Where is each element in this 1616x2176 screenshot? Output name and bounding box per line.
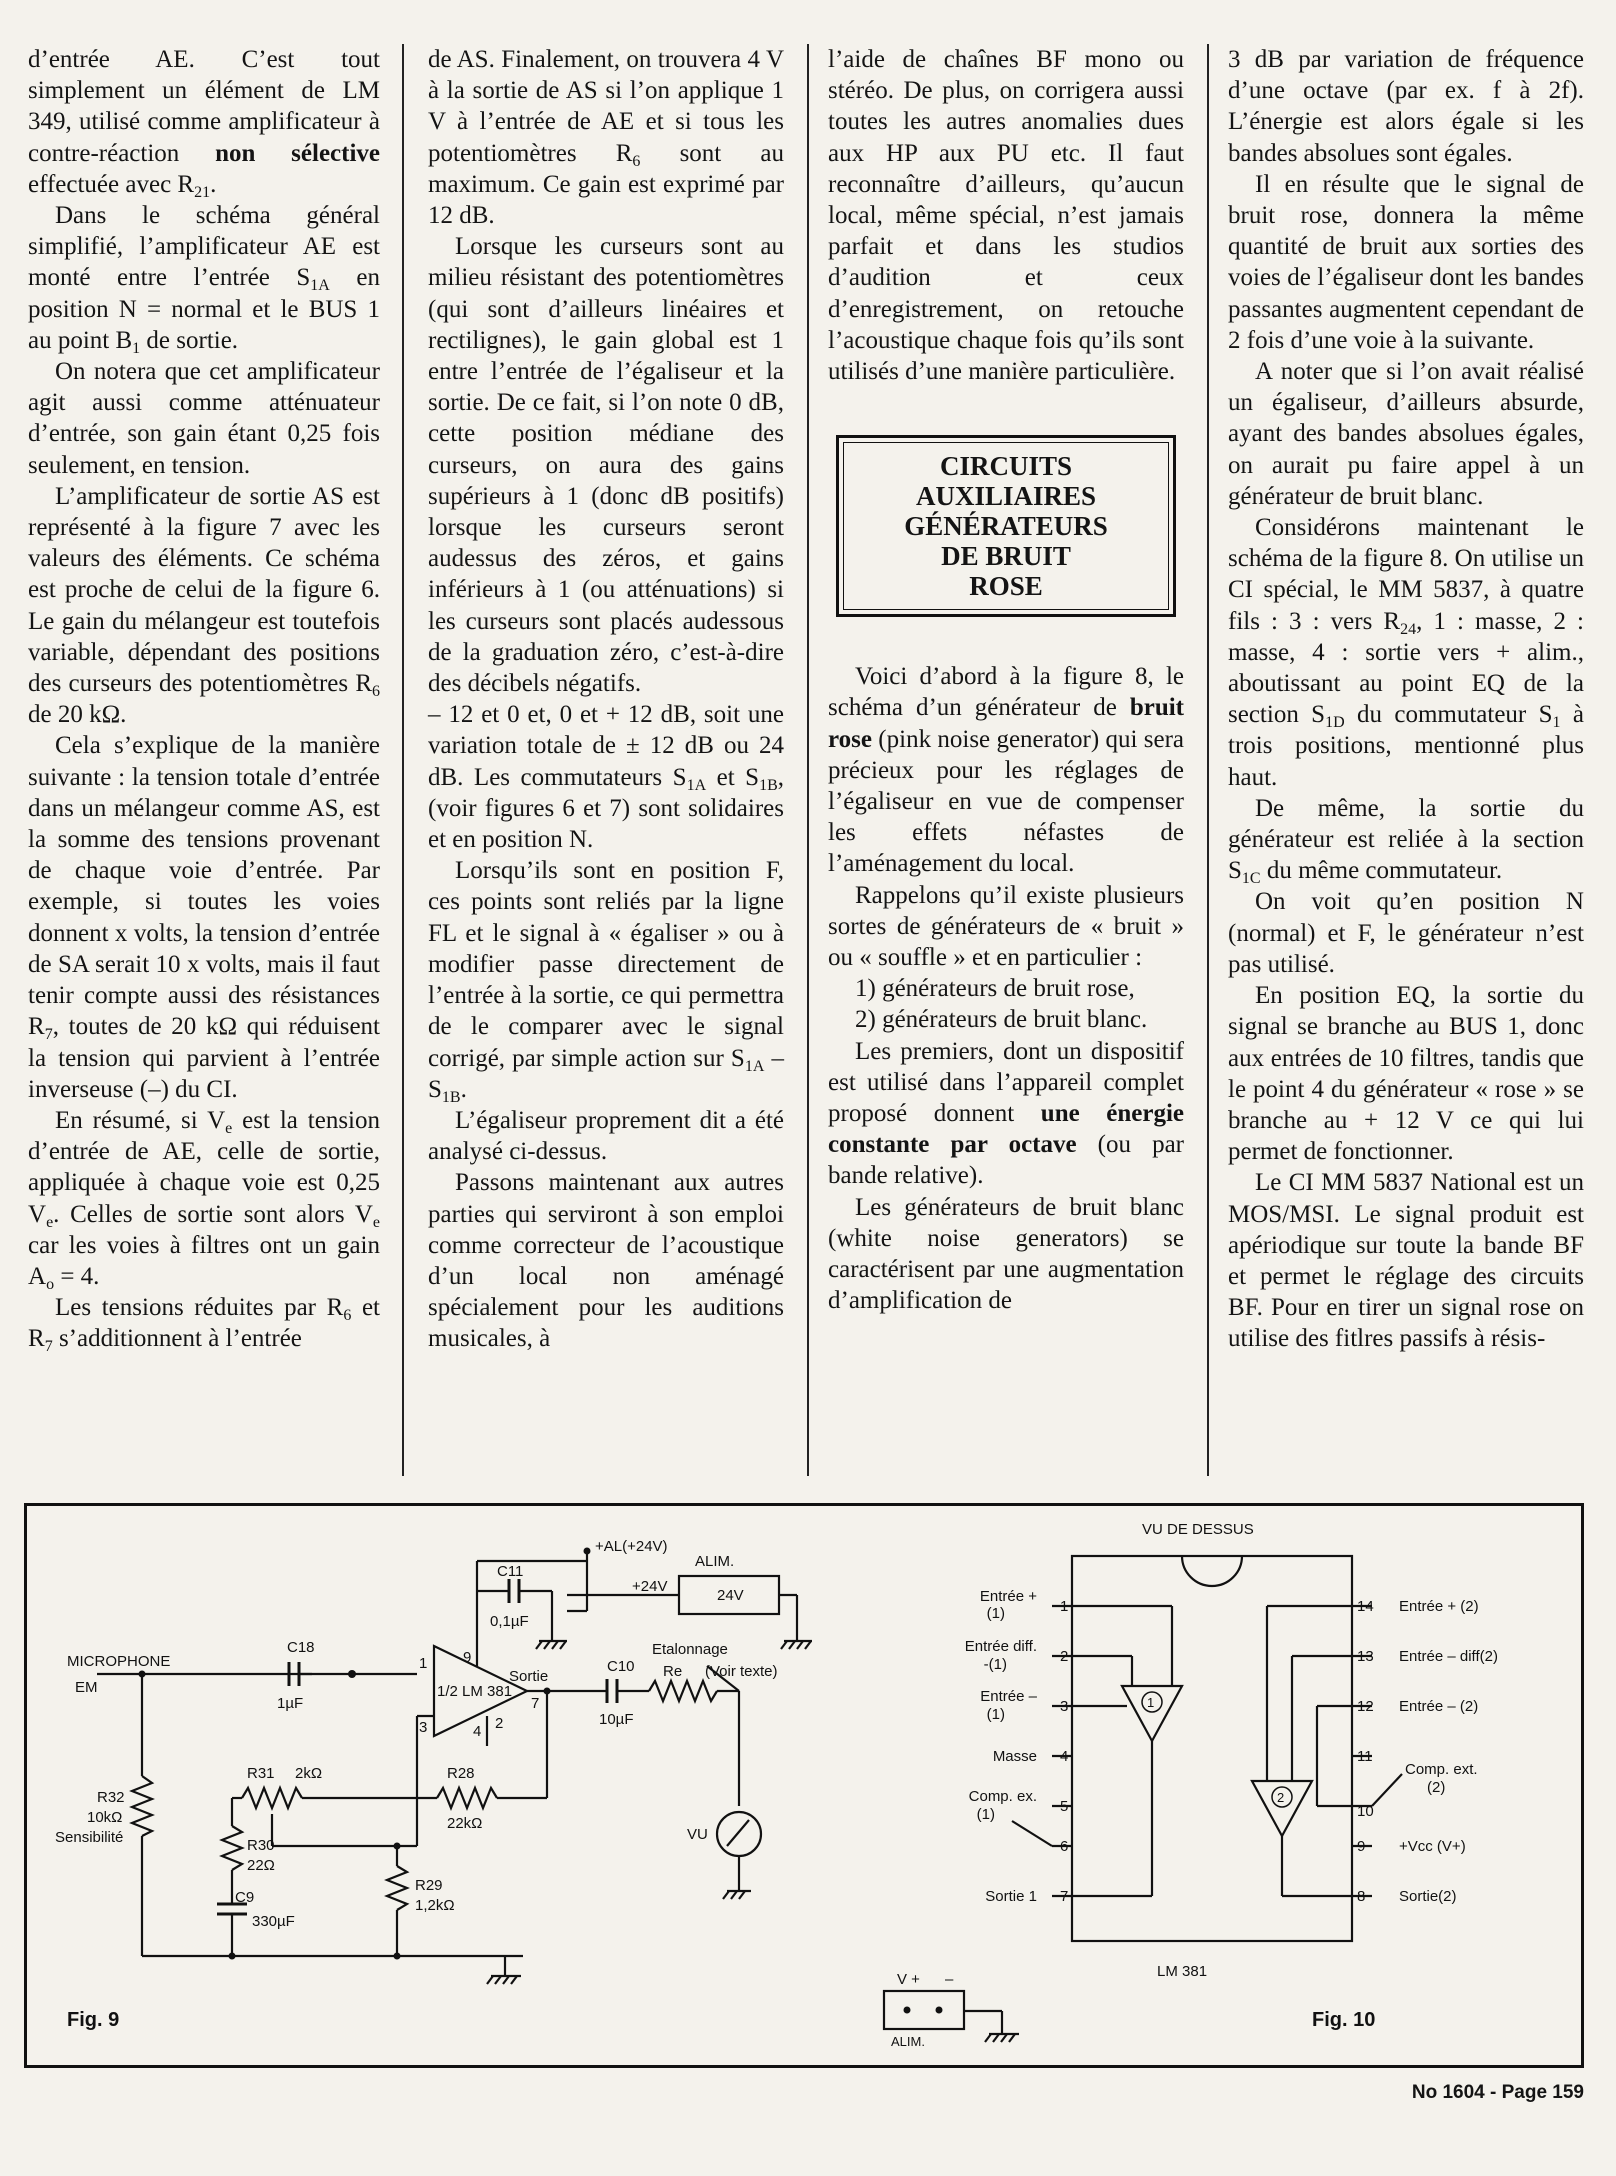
column-3 [828, 44, 1184, 1317]
fig10-left-sub-2: -(1) [983, 1656, 1007, 1673]
col4-paragraph-7: En position EQ, la sortie du signal se branche au BUS 1, donc aux entrées de 10 filtres, tandis que le point 4 du générateur « rose » se branche au + 12 V ce qui lui permet de fonctionner. [1228, 982, 1584, 1166]
fig10-right-label-13: Entrée – diff(2) [1399, 1648, 1498, 1665]
fig9-pin-3: 3 [419, 1719, 428, 1736]
fig9-label-r28-val: 22kΩ [447, 1815, 483, 1832]
node-dot [584, 1548, 591, 1555]
fig10-left-label-5: Comp. ex. [968, 1788, 1037, 1805]
fig9-label-vu: VU [687, 1826, 708, 1843]
fig10-chip-name: LM 381 [1157, 1963, 1208, 1980]
fig10-right-label-11: Comp. ext. [1405, 1761, 1478, 1778]
fig9-label-r29: R29 [415, 1877, 443, 1894]
fig9-label-voir: (Voir texte) [705, 1663, 778, 1680]
col2-paragraph-1: de AS. Finalement, on trouvera 4 V à la sortie de AS si l’on applique 1 V à l’entrée de AE et si tous les potentiomètres $R_6$ sont au maximum. Ce gain est exprimé par 12 dB. [428, 46, 784, 230]
fig10-right-pin-8: 8 [1357, 1888, 1366, 1905]
fig10-left-pin-6: 6 [1060, 1838, 1069, 1855]
fig10-left-label-2: Entrée diff. [964, 1638, 1037, 1655]
fig9-label-r30-val: 22Ω [247, 1857, 275, 1874]
node-dot [936, 2007, 943, 2014]
node-dot [139, 1671, 146, 1678]
col1-paragraph-2: Dans le schéma général simplifié, l’amplificateur AE est monté entre l’entrée $S_{1A}$ en position N = normal et le BUS 1 au point $B_1$ de sortie. [28, 202, 380, 357]
fig9-label-r31-val: 2kΩ [295, 1765, 323, 1782]
col2-paragraph-6: Passons maintenant aux autres parties qui serviront à son emploi comme correcteur de l’acoustique d’un local non aménagé spécialement pour les auditions musicales, à [428, 1169, 784, 1353]
col3-paragraph-2: Voici d’abord à la figure 8, le schéma d’un générateur de bruit rose (pink noise generator) qui sera précieux pour les réglages de l’égaliseur en vue de compenser les effets néfastes de l’aménagement du local. [828, 663, 1184, 878]
fig9-label-al: +AL(+24V) [595, 1538, 668, 1555]
fig9-label-ic: 1/2 LM 381 [437, 1683, 513, 1700]
node-dot [904, 2007, 911, 2014]
fig10-right-pin-9: 9 [1357, 1838, 1366, 1855]
fig9-label-r32-val: 10kΩ [87, 1809, 123, 1826]
fig9-label-r30: R30 [247, 1837, 275, 1854]
fig9-pin-2: 2 [495, 1715, 504, 1732]
node-dot [544, 1688, 551, 1695]
fig10-left-label-1: Entrée + [979, 1588, 1037, 1605]
fig10-left-label-3: Entrée – [980, 1688, 1037, 1705]
node-dot [394, 1843, 401, 1850]
page-footer: No 1604 - Page 159 [1411, 2082, 1584, 2103]
col2-paragraph-5: L’égaliseur proprement dit a été analysé ci-dessus. [428, 1106, 784, 1166]
fig9-caption: Fig. 9 [67, 2009, 120, 2031]
node-dot [348, 1670, 356, 1678]
fig10-left-pin-7: 7 [1060, 1888, 1069, 1905]
fig9-label-c18-val: 1µF [277, 1695, 304, 1712]
col3-paragraph-1: l’aide de chaînes BF mono ou stéréo. De plus, on corrigera aussi toutes les autres anomalies dues aux HP aux PU etc. Il faut reconnaître d’ailleurs, qu’aucun local, même spécial, n’est jamais parfait et dans les studios d’audition et ceux d’enregistrement, on retouche l’acoustique chaque fois qu’ils sont utilisés d’une manière particulière. [828, 46, 1184, 386]
fig10-vminus: – [945, 1971, 954, 1988]
fig10-vplus: V + [897, 1971, 920, 1988]
fig9-label-r29-val: 1,2kΩ [415, 1897, 455, 1914]
fig10-right-label-8: Sortie(2) [1399, 1888, 1457, 1905]
fig9-label-alim-v: 24V [717, 1587, 744, 1604]
col1-paragraph-1: d’entrée AE. C’est tout simplement un élément de LM 349, utilisé comme amplificateur à contre-réaction non sélective effectuée avec $R_{21}$. [28, 46, 380, 201]
section-heading: CIRCUITS AUXILIAIRES GÉNÉRATEURS DE BRUIT ROSE [843, 442, 1169, 610]
fig10-left-label-7: Sortie 1 [985, 1888, 1037, 1905]
fig9-label-r28: R28 [447, 1765, 475, 1782]
col4-paragraph-8: Le CI MM 5837 National est un MOS/MSI. Le signal produit est apériodique sur toute la bande BF et permet le réglage des circuits BF. Pour en tirer un signal rose on utilise des fitlres passifs à résis- [1228, 1169, 1584, 1353]
fig9-label-sortie: Sortie [509, 1668, 549, 1685]
fig10-title: VU DE DESSUS [1142, 1521, 1254, 1538]
fig10-right-pin-10: 10 [1357, 1803, 1374, 1820]
col3-paragraph-7: Les générateurs de bruit blanc (white noise generators) se caractérisent par une augmentation d’amplification de [828, 1193, 1184, 1315]
col3-paragraph-3: Rappelons qu’il existe plusieurs sortes de générateurs de « bruit » ou « souffle » et en particulier : [828, 881, 1184, 972]
fig9-label-c11: C11 [497, 1563, 524, 1580]
col2-paragraph-2: Lorsque les curseurs sont au milieu résistant des potentiomètres (qui sont d’ailleurs linéaires et rectilignes), le gain global est 1 entre l’entrée de l’égaliseur et la sortie. De ce fait, si l’on note 0 dB, cette position médiane des curseurs, on aura des gains supérieurs à 1 (donc dB positifs) lorsque les curseurs seront audessus des zéros, et gains inférieurs à 1 (ou atténuations) si les curseurs sont placés audessous de la graduation zéro, c’est-à-dire des décibels négatifs. [428, 233, 784, 698]
fig9-label-plus24: +24V [632, 1578, 668, 1595]
fig10-right-label-14: Entrée + (2) [1399, 1598, 1479, 1615]
fig10-right-label-10: (2) [1427, 1779, 1446, 1796]
fig10-left-pin-1: 1 [1060, 1598, 1069, 1615]
fig10-right-pin-12: 12 [1357, 1698, 1374, 1715]
fig9-pin-7: 7 [531, 1695, 540, 1712]
col1-paragraph-4: L’amplificateur de sortie AS est représenté à la figure 7 avec les valeurs des éléments. Ce schéma est proche de celui de la figure 6. Le gain du mélangeur est toutefois variable, dépendant des positions des curseurs des potentiomètres $R_6$ de 20 kΩ. [28, 482, 380, 729]
fig9-label-re: Re [663, 1663, 683, 1680]
col3-paragraph-4: 1) générateurs de bruit rose, [855, 975, 1135, 1003]
amp2-number: 2 [1277, 1790, 1285, 1805]
amp1-number: 1 [1147, 1695, 1155, 1710]
fig9-pin-1: 1 [419, 1655, 428, 1672]
col1-paragraph-5: Cela s’explique de la manière suivante : la tension totale d’entrée dans un mélangeur comme AS, est la somme des tensions provenant de chaque voie d’entrée. Par exemple, si toutes les voies donnent x volts, la tension d’entrée de SA serait 10 x volts, mais il faut tenir compte aussi des résistances $R_7$, toutes de 20 kΩ qui réduisent la tension qui parvient à l’entrée inverseuse (–) du CI. [28, 732, 380, 1103]
fig10-left-sub-1: (1) [986, 1605, 1005, 1622]
col4-paragraph-4: Considérons maintenant le schéma de la figure 8. On utilise un CI spécial, le MM 5837, à quatre fils : 3 : vers $R_{24}$, 1 : masse, 2 : masse, 4 : sortie vers + alim., aboutissant au point EQ de la section $S_{1D}$ du commutateur $S_1$ à trois positions, mentionné plus haut. [1228, 514, 1584, 791]
col3-paragraph-6: Les premiers, dont un dispositif est utilisé dans l’appareil complet proposé donnent une énergie constante par octave (ou par bande relative). [828, 1037, 1184, 1190]
node-dot [229, 1953, 236, 1960]
fig10-left-pin-3: 3 [1060, 1698, 1069, 1715]
col4-paragraph-5: De même, la sortie du générateur est reliée à la section $S_{1C}$ du même commutateur. [1228, 794, 1584, 888]
fig10-left-label-4: Masse [992, 1748, 1037, 1765]
col1-paragraph-3: On notera que cet amplificateur agit aussi comme atténuateur d’entrée, son gain étant 0,25 fois seulement, en tension. [28, 358, 380, 479]
col3-paragraph-5: 2) générateurs de bruit blanc. [855, 1006, 1148, 1034]
column-2 [428, 44, 784, 1355]
fig9-label-microphone: MICROPHONE [67, 1653, 171, 1670]
fig10-right-pin-11: 11 [1357, 1748, 1373, 1765]
column-1 [28, 44, 380, 1355]
fig9-label-c11-val: 0,1µF [490, 1613, 529, 1630]
column-4 [1228, 44, 1584, 1355]
fig9-label-sensibilite: Sensibilité [55, 1829, 124, 1846]
column-divider-2 [807, 44, 809, 1476]
fig10-left-pin-2: 2 [1060, 1648, 1069, 1665]
col4-paragraph-2: Il en résulte que le signal de bruit rose, donnera la même quantité de bruit aux sorties des voies de l’égaliseur dont les bandes passantes augmentent cependant de 2 fois d’une voie à la suivante. [1228, 170, 1584, 354]
node-dot [394, 1953, 401, 1960]
fig10-left-pin-5: 5 [1060, 1798, 1069, 1815]
fig9-label-em: EM [75, 1679, 98, 1696]
fig10-alim: ALIM. [891, 2034, 925, 2049]
col4-paragraph-3: A noter que si l’on avait réalisé un égaliseur, d’ailleurs absurde, ayant des bandes absolues égales, on aurait pu faire appel à un générateur de bruit blanc. [1228, 358, 1584, 510]
column-divider-3 [1207, 44, 1209, 1476]
fig9-label-etalonnage: Etalonnage [652, 1641, 728, 1658]
fig9-label-c9-val: 330µF [252, 1913, 295, 1930]
col2-paragraph-3: – 12 et 0 et, 0 et + 12 dB, soit une variation totale de ± 12 dB ou 24 dB. Les commutateurs $S_{1A}$ et $S_{1B}$, (voir figures 6 et 7) sont solidaires et en position N. [428, 701, 784, 854]
col4-paragraph-1: 3 dB par variation de fréquence d’une octave (par ex. f à 2f). L’énergie est alors égale si les bandes absolues sont égales. [1228, 46, 1584, 167]
col1-paragraph-7: Les tensions réduites par $R_6$ et $R_7$ s’additionnent à l’entrée [28, 1294, 381, 1356]
figures-frame [24, 1503, 1584, 2068]
fig9-label-r31: R31 [247, 1765, 275, 1782]
fig9-label-c9: C9 [235, 1889, 255, 1906]
fig10-caption: Fig. 10 [1312, 2009, 1376, 2031]
fig9-label-c10: C10 [607, 1658, 635, 1675]
section-heading-box [836, 435, 1176, 617]
fig9-label-c10-val: 10µF [599, 1711, 634, 1728]
fig9-pin-4: 4 [473, 1723, 482, 1740]
fig10-left-pin-4: 4 [1060, 1748, 1069, 1765]
schematics [27, 1506, 1581, 2065]
column-divider-1 [402, 44, 404, 1476]
fig9-label-c18: C18 [287, 1639, 315, 1656]
fig10-right-label-9: +Vcc (V+) [1399, 1838, 1466, 1855]
col2-paragraph-4: Lorsqu’ils sont en position F, ces points sont reliés par la ligne FL et le signal à « égaliser » ou à modifier passe directement de l’entrée à la sortie, ce qui permettra de le comparer avec le signal corrigé, par simple action sur $S_{1A} - S_{1B}$. [428, 857, 785, 1106]
fig10-right-pin-14: 14 [1357, 1598, 1374, 1615]
fig10-left-sub-5: (1) [976, 1806, 995, 1823]
fig10-left-sub-3: (1) [986, 1706, 1005, 1723]
fig9-label-alim: ALIM. [695, 1553, 735, 1570]
col4-paragraph-6: On voit qu’en position N (normal) et F, le générateur n’est pas utilisé. [1228, 888, 1584, 978]
fig9-label-r32: R32 [97, 1789, 125, 1806]
fig10-right-label-12: Entrée – (2) [1399, 1698, 1479, 1715]
col1-paragraph-6: En résumé, si $V_e$ est la tension d’entrée de AE, celle de sortie, appliquée à chaque voie est 0,25 $V_e$. Celles de sortie sont alors $V_e$ car les voies à filtres ont un gain $A_o = 4$. [28, 1106, 380, 1293]
fig10-right-pin-13: 13 [1357, 1648, 1374, 1665]
fig9-pin-9: 9 [463, 1649, 472, 1666]
